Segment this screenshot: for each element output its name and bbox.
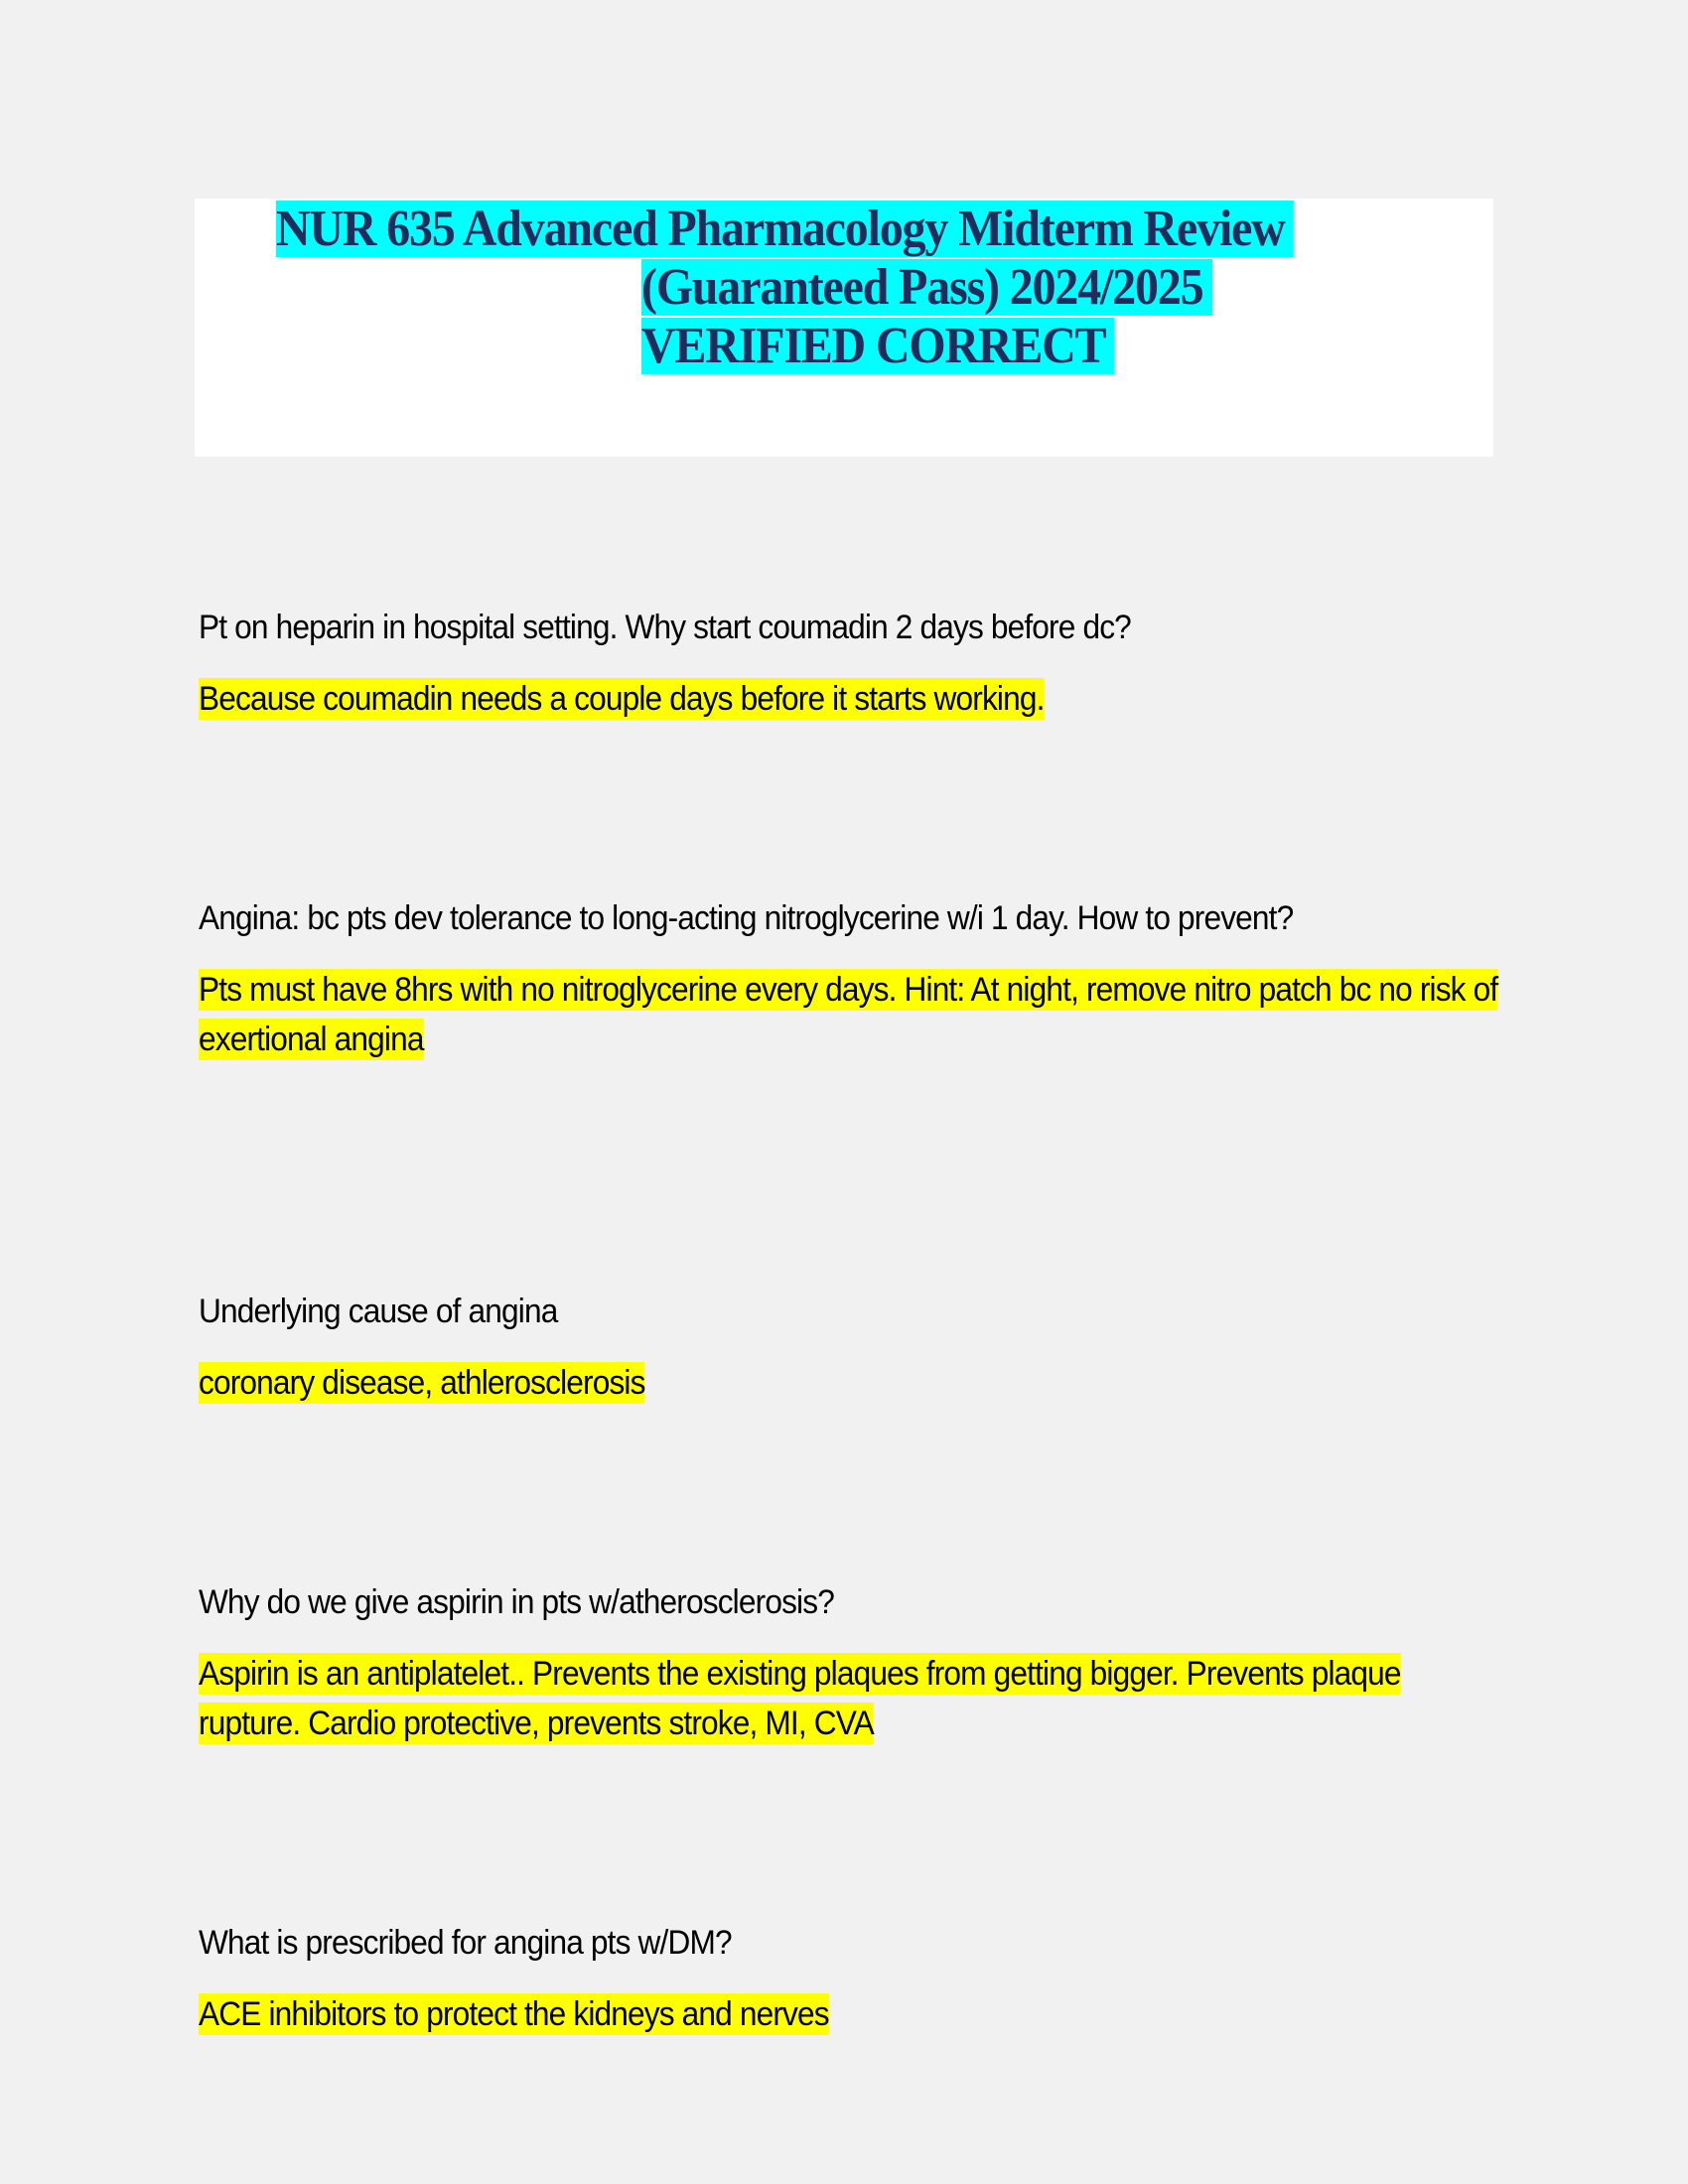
answer-text: Pts must have 8hrs with no nitroglycerine every days. Hint: At night, remove nitro patch bc no risk of exertional angina	[199, 971, 1498, 1058]
question-text: Pt on heparin in hospital setting. Why start coumadin 2 days before dc?	[199, 609, 1131, 646]
title-line-1: NUR 635 Advanced Pharmacology Midterm Review	[276, 201, 1294, 258]
qa-item	[199, 1287, 1489, 1408]
answer-text: Aspirin is an antiplatelet.. Prevents the existing plaques from getting bigger. Prevents plaque rupture. Cardio protective, prevents stroke, MI, CVA	[199, 1655, 1401, 1742]
question-text: Why do we give aspirin in pts w/atherosclerosis?	[199, 1583, 834, 1621]
title-line-2: (Guaranteed Pass) 2024/2025	[641, 259, 1212, 317]
qa-item	[199, 603, 1489, 724]
qa-item	[199, 1577, 1489, 1748]
qa-item	[199, 893, 1498, 1064]
answer-text: coronary disease, athlerosclerosis	[199, 1364, 645, 1402]
answer-text: ACE inhibitors to protect the kidneys and nerves	[199, 1995, 829, 2033]
answer-text: Because coumadin needs a couple days before it starts working.	[199, 680, 1045, 718]
question-text: What is prescribed for angina pts w/DM?	[199, 1924, 732, 1962]
qa-item	[199, 1918, 1489, 2039]
question-text: Underlying cause of angina	[199, 1293, 558, 1330]
question-text: Angina: bc pts dev tolerance to long-acting nitroglycerine w/i 1 day. How to prevent?	[199, 899, 1294, 937]
title-line-3: VERIFIED CORRECT	[641, 318, 1115, 375]
